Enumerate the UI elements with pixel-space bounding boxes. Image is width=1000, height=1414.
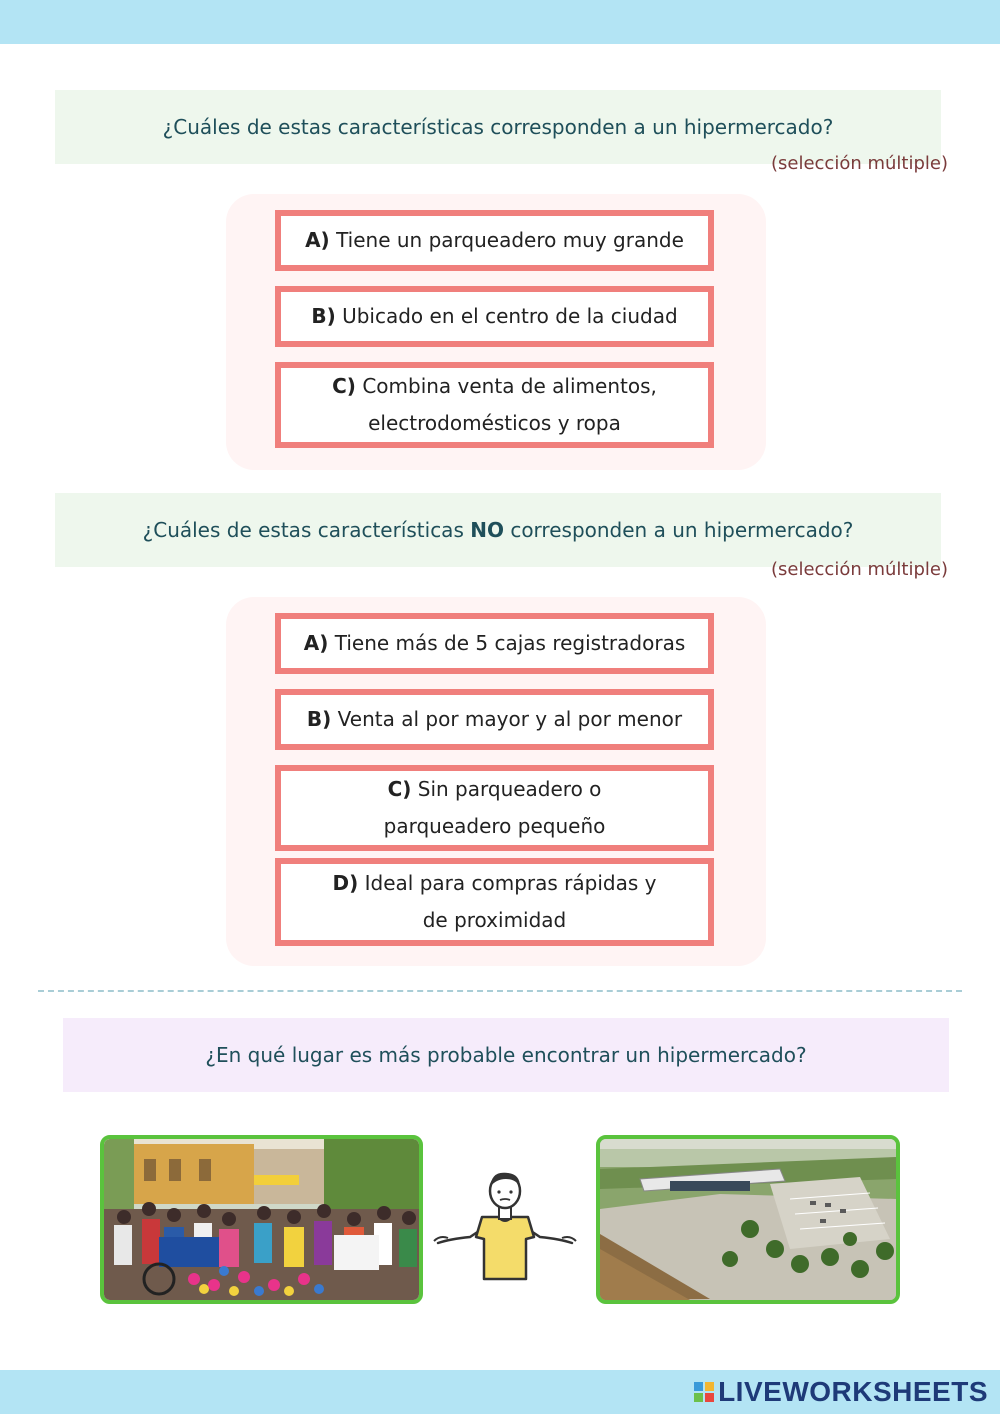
liveworksheets-logo[interactable] (694, 1374, 988, 1410)
q2-option-a-letter: A) (303, 631, 329, 655)
question-3-box (63, 1018, 949, 1092)
city-center-market-image (104, 1139, 419, 1300)
q1-option-a-letter: A) (305, 228, 330, 252)
q2-option-d-text: Ideal para compras rápidas y de proximidad (364, 871, 657, 932)
q1-option-b[interactable] (275, 286, 714, 347)
q1-option-c-text: Combina venta de alimentos, electrodomésticos y ropa (362, 374, 657, 435)
q2-option-b[interactable] (275, 689, 714, 750)
commercial-complex-aerial-photo[interactable] (596, 1135, 900, 1304)
q1-option-c[interactable] (275, 362, 714, 448)
q1-option-a[interactable] (275, 210, 714, 271)
city-center-market-photo[interactable] (100, 1135, 423, 1304)
shrugging-person-illustration (430, 1165, 580, 1285)
question-3-text: ¿En qué lugar es más probable encontrar un hipermercado? (205, 1043, 807, 1067)
shrug-icon (430, 1165, 580, 1285)
q2-option-b-text: Venta al por mayor y al por menor (337, 707, 683, 731)
question-2-text-after: corresponden a un hipermercado? (510, 518, 854, 542)
question-2-text-bold: NO (470, 518, 504, 542)
question-1-text: ¿Cuáles de estas características corresponden a un hipermercado? (162, 115, 834, 139)
question-1-note: (selección múltiple) (770, 153, 948, 174)
q2-option-c[interactable] (275, 765, 714, 851)
logo-text: LIVEWORKSHEETS (718, 1376, 988, 1407)
q1-option-b-letter: B) (311, 304, 336, 328)
top-bar (0, 0, 1000, 44)
q1-option-a-text: Tiene un parqueadero muy grande (336, 228, 684, 252)
q2-option-a-text: Tiene más de 5 cajas registradoras (334, 631, 686, 655)
question-2-text (143, 518, 854, 542)
q2-option-b-letter: B) (306, 707, 332, 731)
section-divider (38, 990, 962, 992)
question-2-text-before: ¿Cuáles de estas características (142, 518, 464, 542)
question-2-box (55, 493, 941, 567)
q2-option-d[interactable] (275, 858, 714, 946)
commercial-complex-image (600, 1139, 896, 1300)
q2-option-c-text: Sin parqueadero o parqueadero pequeño (383, 777, 606, 838)
logo-grid-icon (694, 1382, 714, 1402)
q1-option-c-letter: C) (332, 374, 356, 398)
q1-option-b-text: Ubicado en el centro de la ciudad (342, 304, 678, 328)
q2-option-a[interactable] (275, 613, 714, 674)
question-2-note: (selección múltiple) (770, 559, 948, 580)
q2-option-d-letter: D) (332, 871, 359, 895)
q2-option-c-letter: C) (387, 777, 412, 801)
